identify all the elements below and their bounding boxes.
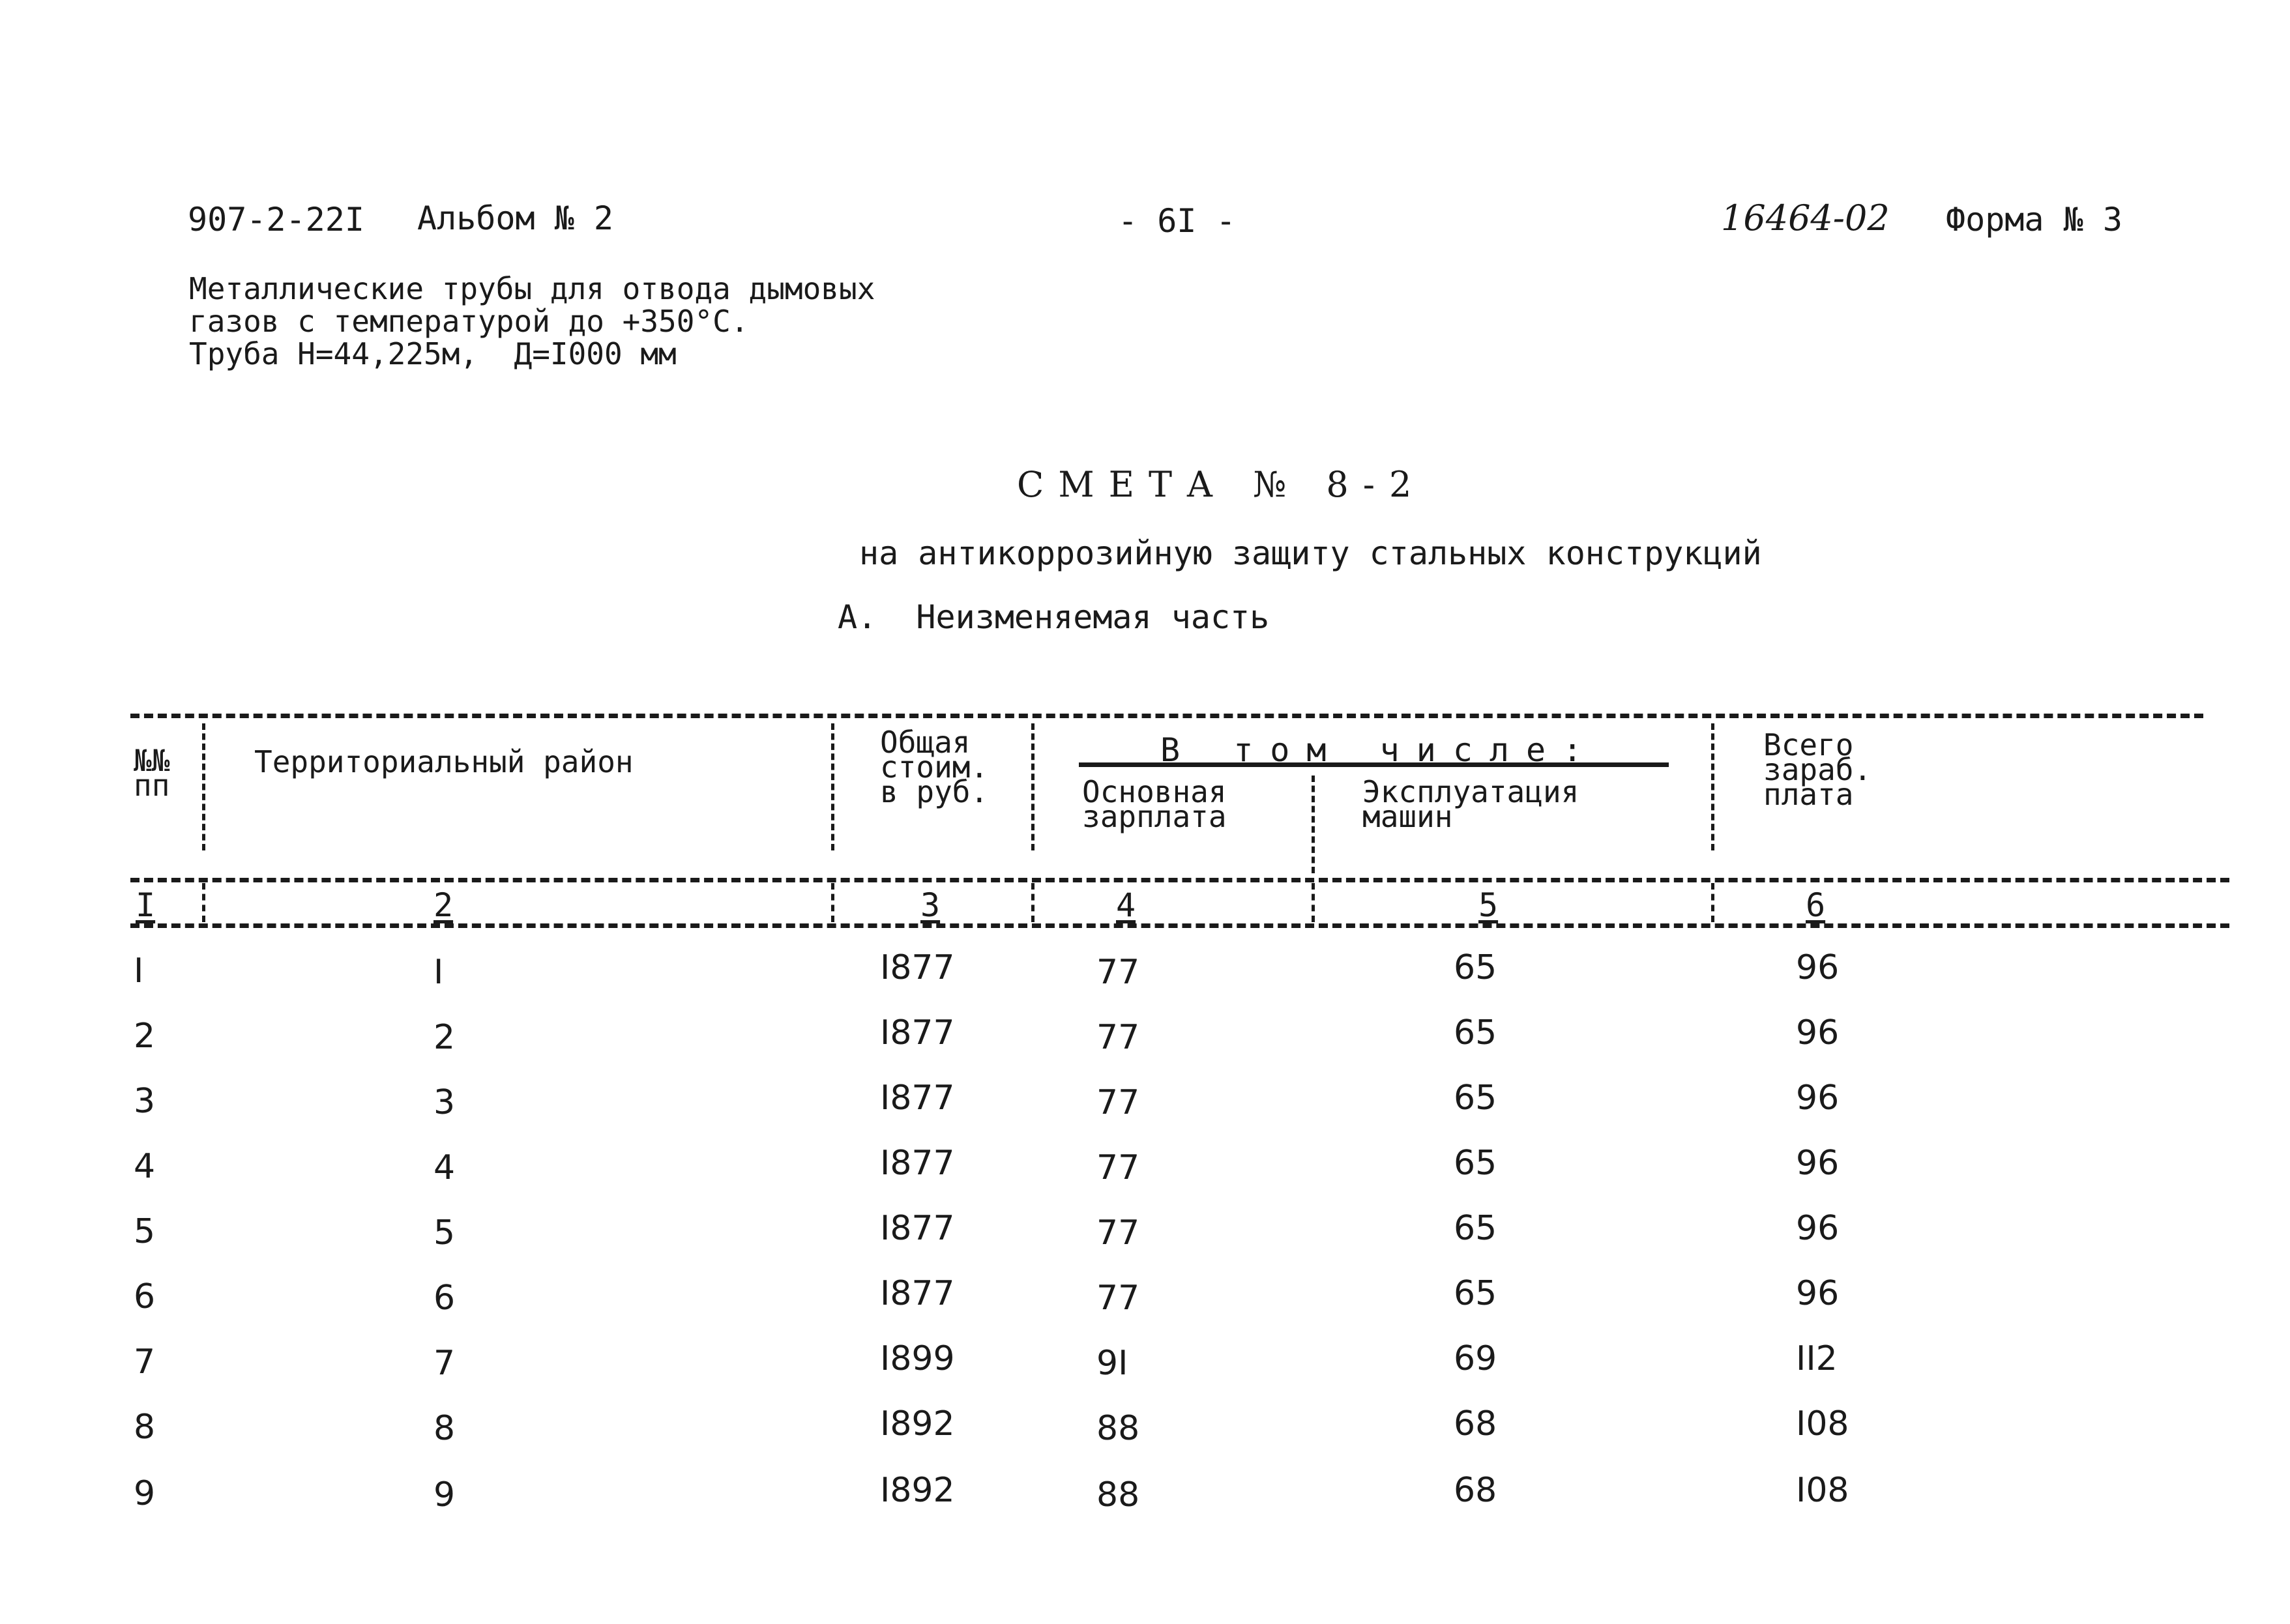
document-number: 16464-02 (1721, 197, 1890, 239)
table-cell-row7-num: 7 (134, 1342, 156, 1382)
table-cell-row6-salary: 77 (1096, 1279, 1140, 1318)
table-cell-row9-num: 9 (134, 1474, 156, 1513)
table-cell-row5-district: 5 (433, 1213, 456, 1253)
table-cell-row9-wages: I08 (1796, 1471, 1849, 1510)
table-cell-row7-total: I899 (880, 1339, 955, 1378)
table-cell-row3-num: 3 (134, 1082, 156, 1121)
table-cell-row3-district: 3 (433, 1083, 456, 1122)
form-label: Форма № 3 (1946, 201, 2122, 239)
table-cell-row1-total: I877 (880, 948, 955, 987)
table-cell-row6-num: 6 (134, 1277, 156, 1316)
estimate-title: СМЕТА № 8-2 (1017, 464, 1426, 505)
table-cell-row8-machines: 68 (1454, 1404, 1497, 1443)
column-number-1: I (136, 886, 156, 924)
table-cell-row4-district: 4 (433, 1148, 456, 1187)
table-cell-row5-machines: 65 (1454, 1209, 1497, 1248)
table-cell-row3-total: I877 (880, 1079, 955, 1118)
header-col6-line2: зараб. (1763, 752, 1872, 787)
header-col1-line1: №№ (134, 743, 170, 778)
table-cell-row9-district: 9 (433, 1475, 456, 1515)
table-cell-row8-total: I892 (880, 1404, 955, 1443)
table-cell-row5-wages: 96 (1796, 1209, 1840, 1248)
header-separator-3 (1031, 723, 1035, 850)
album-label: Альбом № 2 (417, 199, 614, 237)
estimate-subtitle: на антикоррозийную защиту стальных конструкций (859, 534, 1762, 572)
table-cell-row6-total: I877 (880, 1274, 955, 1313)
table-cell-row2-salary: 77 (1096, 1018, 1140, 1057)
table-cell-row2-num: 2 (134, 1017, 156, 1056)
header-group-underline (1079, 762, 1669, 767)
header-col4-line1: Основная (1082, 774, 1227, 809)
table-cell-row1-district: I (433, 953, 444, 992)
table-cell-row1-salary: 77 (1096, 953, 1140, 992)
description-line-1: Металлические трубы для отвода дымовых (189, 271, 875, 306)
description-line-3: Труба Н=44,225м, Д=I000 мм (189, 336, 677, 371)
header-col5-line1: Эксплуатация (1362, 774, 1579, 809)
table-cell-row2-wages: 96 (1796, 1013, 1840, 1052)
colnum-separator-3 (1031, 883, 1035, 922)
table-cell-row2-machines: 65 (1454, 1013, 1497, 1052)
header-col3-line2: стоим. (880, 749, 989, 785)
table-cell-row3-salary: 77 (1096, 1083, 1140, 1122)
table-cell-row8-district: 8 (433, 1409, 456, 1448)
table-cell-row4-machines: 65 (1454, 1144, 1497, 1183)
table-cell-row3-wages: 96 (1796, 1079, 1840, 1118)
section-title: А. Неизменяемая часть (838, 598, 1270, 636)
table-cell-row8-salary: 88 (1096, 1409, 1140, 1448)
table-cell-row1-wages: 96 (1796, 948, 1840, 987)
table-cell-row4-salary: 77 (1096, 1148, 1140, 1187)
header-separator-4 (1312, 776, 1315, 873)
document-code: 907-2-22I (188, 201, 364, 239)
column-number-5: 5 (1478, 886, 1499, 924)
table-cell-row7-salary: 9I (1096, 1344, 1128, 1383)
table-cell-row3-machines: 65 (1454, 1079, 1497, 1118)
header-separator-1 (202, 723, 205, 850)
header-col5-line2: машин (1362, 799, 1453, 834)
table-cell-row4-num: 4 (134, 1147, 156, 1186)
table-cell-row2-district: 2 (433, 1018, 456, 1057)
header-separator-2 (831, 723, 834, 850)
header-col2: Территориальный район (254, 744, 634, 779)
column-number-2: 2 (433, 886, 454, 924)
table-cell-row6-district: 6 (433, 1279, 456, 1318)
header-col3-line1: Общая (880, 725, 971, 760)
table-cell-row4-total: I877 (880, 1144, 955, 1183)
table-cell-row8-wages: I08 (1796, 1404, 1849, 1443)
table-cell-row7-wages: II2 (1796, 1339, 1838, 1378)
column-number-6: 6 (1806, 886, 1826, 924)
table-cell-row7-machines: 69 (1454, 1339, 1497, 1378)
table-top-rule (130, 714, 2203, 718)
column-numbers-top-rule (130, 878, 2229, 882)
description-line-2: газов с температурой до +350°С. (189, 304, 749, 339)
colnum-separator-5 (1711, 883, 1714, 922)
header-col4-line2: зарплата (1082, 799, 1227, 834)
header-col3-line3: в руб. (880, 774, 989, 809)
colnum-separator-4 (1312, 883, 1315, 922)
table-cell-row6-wages: 96 (1796, 1274, 1840, 1313)
table-cell-row5-total: I877 (880, 1209, 955, 1248)
header-col1-line2: пп (134, 768, 170, 803)
table-cell-row1-machines: 65 (1454, 948, 1497, 987)
table-cell-row5-salary: 77 (1096, 1213, 1140, 1253)
table-cell-row9-total: I892 (880, 1471, 955, 1510)
header-col6-line3: плата (1763, 777, 1854, 812)
table-cell-row1-num: I (134, 951, 144, 991)
table-cell-row8-num: 8 (134, 1408, 156, 1447)
table-cell-row7-district: 7 (433, 1344, 456, 1383)
header-col6-line1: Всего (1763, 727, 1854, 762)
colnum-separator-1 (202, 883, 205, 922)
column-numbers-bottom-rule (130, 923, 2229, 928)
page-number: - 6I - (1118, 202, 1236, 240)
table-cell-row4-wages: 96 (1796, 1144, 1840, 1183)
column-number-3: 3 (920, 886, 941, 924)
table-cell-row9-machines: 68 (1454, 1471, 1497, 1510)
table-cell-row2-total: I877 (880, 1013, 955, 1052)
table-cell-row5-num: 5 (134, 1212, 156, 1251)
header-separator-5 (1711, 723, 1714, 850)
table-cell-row9-salary: 88 (1096, 1475, 1140, 1515)
table-cell-row6-machines: 65 (1454, 1274, 1497, 1313)
column-number-4: 4 (1116, 886, 1136, 924)
header-group-label: В том числе: (1160, 731, 1600, 769)
colnum-separator-2 (831, 883, 834, 922)
